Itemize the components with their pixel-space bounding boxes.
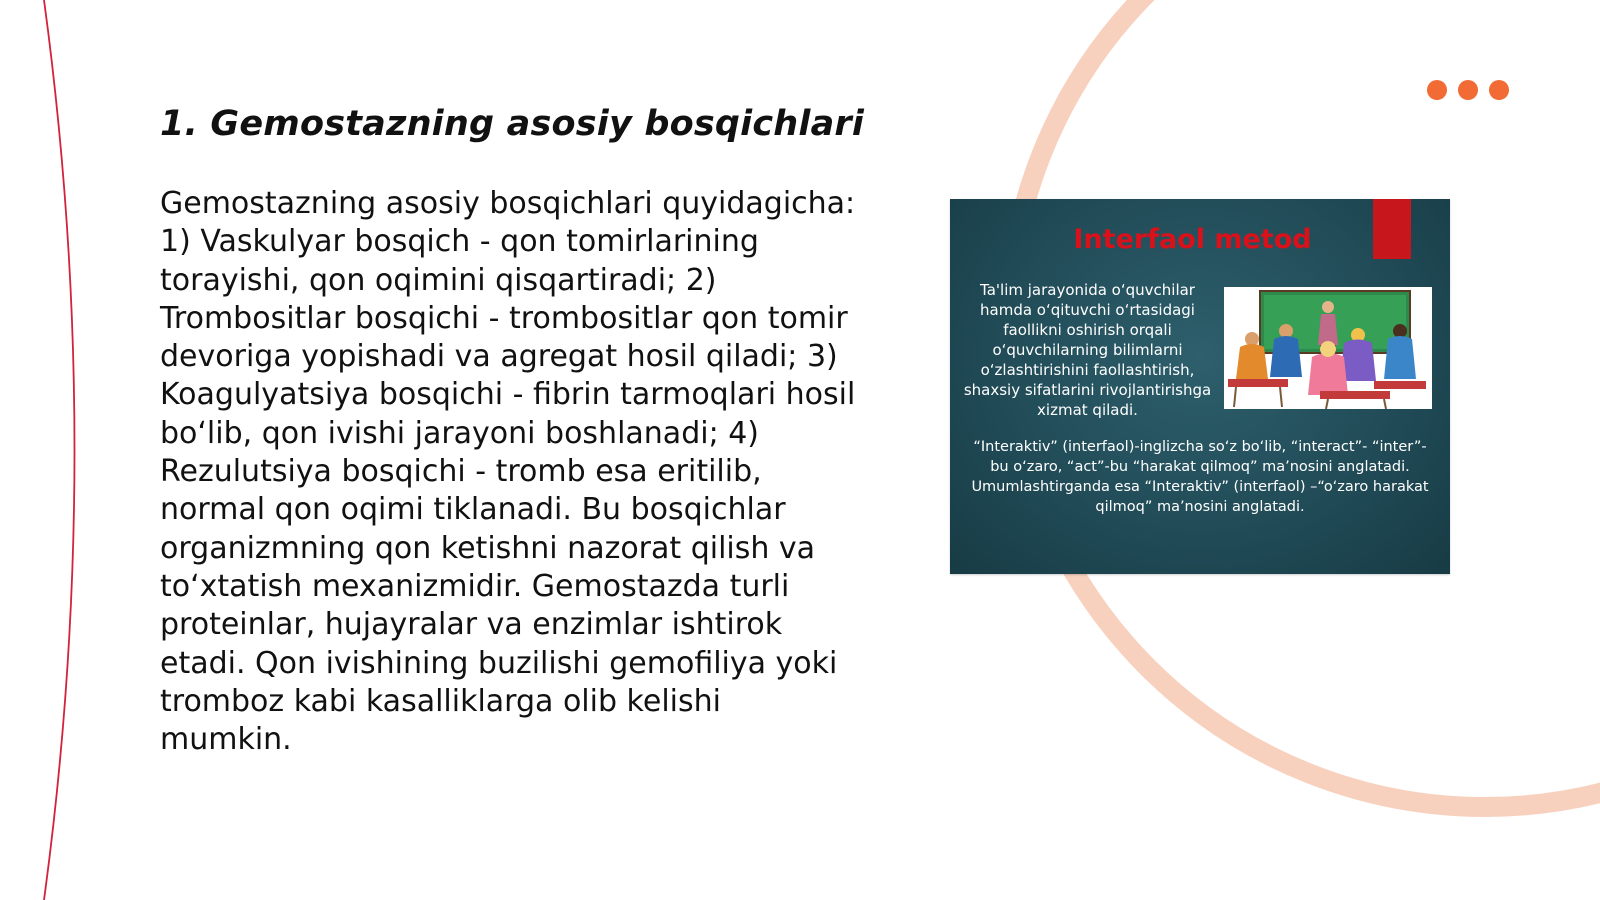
card-note: “Interaktiv” (interfaol)-inglizcha so‘z bo‘lib, “interact”- “inter”-bu o‘zaro, “act”-bu “harakat qilmoq” ma’nosini anglatadi. Umumlashtirganda esa “Interaktiv” (interfaol) –“o‘zaro harakat qilmoq” ma’nosini anglatadi. — [971, 439, 1429, 515]
dot-icon — [1489, 80, 1509, 100]
dot-icon — [1458, 80, 1478, 100]
classroom-illustration — [1224, 287, 1432, 409]
dot-icon — [1427, 80, 1447, 100]
interfaol-metod-image — [950, 199, 1450, 574]
three-dots-icon[interactable] — [1427, 80, 1509, 100]
card-description: Ta'lim jarayonida o‘quvchilar hamda o‘qituvchi o‘rtasidagi faollikni oshirish orqali o‘quvchilarning bilimlarni o‘zlashtirishini faollashtirish, shaxsiy sifatlarini rivojlantirishga xizmat qiladi. — [963, 281, 1212, 419]
card-title: Interfaol metod — [1073, 224, 1312, 255]
left-curve-line — [44, 0, 75, 900]
body-text: Gemostazning asosiy bosqichlari quyidagicha: 1) Vaskulyar bosqich - qon tomirlarining torayishi, qon oqimini qisqartiradi; 2) Trombositlar bosqichi - trombositlar qon tomir devoriga yopishadi va agregat hosil qiladi; 3) Koagulyatsiya bosqichi - fibrin tarmoqlari hosil bo‘lib, qon ivishi jarayoni boshlanadi; 4) Rezulutsiya bosqichi - tromb esa eritilib, normal qon oqimi tiklanadi. Bu bosqichlar organizmning qon ketishni nazorat qilish va to‘xtatish mexanizmidir. Gemostazda turli proteinlar, hujayralar va enzimlar ishtirok etadi. Qon ivishining buzilishi gemofiliya yoki tromboz kabi kasalliklarga olib kelishi mumkin. — [160, 186, 856, 758]
slide-title: 1. Gemostazning asosiy bosqichlari — [160, 104, 865, 144]
